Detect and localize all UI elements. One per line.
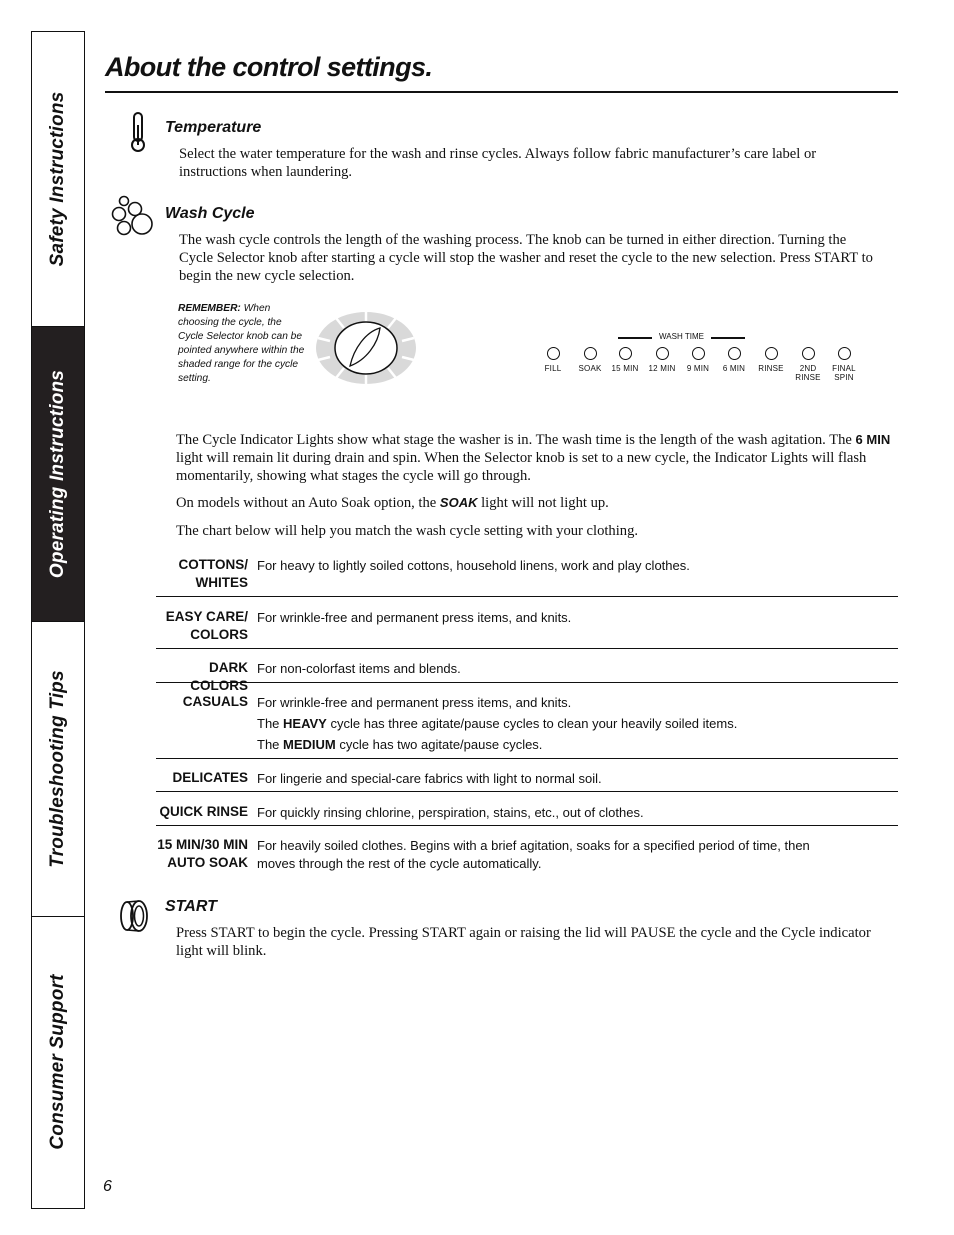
auto-soak-paragraph: [176, 494, 891, 512]
cycle-row-easy-care: [156, 597, 898, 649]
wash-time-label: WASH TIME: [659, 332, 704, 341]
remember-text: When choosing the cycle, the Cycle Selector knob can be pointed anywhere within the shaded range for the cycle setting.: [178, 303, 305, 384]
soak-emphasis: SOAK: [439, 495, 478, 510]
indicator-lights-paragraph: [176, 431, 891, 485]
cycle-description: For heavy to lightly soiled cottons, household linens, work and play clothes.: [257, 558, 690, 573]
light-label: 6 MIN: [722, 364, 746, 373]
indicator-light-fill: [533, 347, 573, 373]
tab-label: Troubleshooting Tips: [47, 670, 68, 868]
cycle-name: COTTONS/ WHITES: [178, 557, 248, 590]
light-dot: [584, 347, 597, 360]
light-dot: [802, 347, 815, 360]
light-label: RINSE: [758, 364, 784, 373]
cycle-row-auto-soak: [156, 826, 898, 878]
casuals-medium-text: The MEDIUM cycle has two agitate/pause cycles.: [257, 737, 543, 752]
light-label: 12 MIN: [648, 364, 676, 373]
thermometer-icon: [128, 111, 148, 158]
tab-label: Safety Instructions: [47, 91, 68, 267]
text-run: On models without an Auto Soak option, the: [176, 495, 437, 511]
cycle-description: For quickly rinsing chlorine, perspiration, stains, etc., out of clothes.: [257, 805, 644, 820]
wash-cycle-heading: Wash Cycle: [165, 205, 255, 222]
cycle-description: For non-colorfast items and blends.: [257, 661, 461, 676]
cycle-row-casuals: [156, 683, 898, 759]
light-label: 15 MIN: [611, 364, 639, 373]
cycle-description: For wrinkle-free and permanent press items, and knits.: [257, 610, 572, 625]
text-run: light will not light up.: [481, 495, 609, 511]
title-rule: [105, 91, 898, 93]
wash-cycle-text: The wash cycle controls the length of the washing process. The knob can be turned in either direction. Turning the Cycle Selector knob after starting a cycle will stop the washer and reset the cycle to the new selection. Press START to begin the new cycle selection.: [179, 232, 873, 284]
six-min-emphasis: 6 MIN: [855, 432, 891, 447]
cycle-name: CASUALS: [182, 694, 248, 709]
light-dot: [619, 347, 632, 360]
light-dot: [692, 347, 705, 360]
page-number: 6: [103, 1178, 112, 1195]
casuals-text: For wrinkle-free and permanent press items, and knits.: [257, 695, 572, 710]
temperature-text: Select the water temperature for the wash and rinse cycles. Always follow fabric manufacturer’s care label or instructions when laundering.: [179, 146, 817, 180]
tab-operating-instructions[interactable]: [32, 327, 84, 622]
wash-time-bracket: [618, 332, 745, 344]
cycle-selector-knob: [314, 310, 418, 391]
light-dot: [656, 347, 669, 360]
indicator-light-soak: [570, 347, 610, 373]
light-label: 2ND RINSE: [795, 364, 821, 382]
light-label: FILL: [544, 364, 562, 373]
light-label: SOAK: [578, 364, 602, 373]
light-label: 9 MIN: [686, 364, 710, 373]
remember-note: [178, 302, 308, 386]
cycle-name: EASY CARE/ COLORS: [165, 609, 248, 642]
cycle-row-cottons: [156, 554, 898, 597]
indicator-light-rinse: [751, 347, 791, 373]
light-dot: [547, 347, 560, 360]
indicator-light-12-min: [642, 347, 682, 373]
cycle-indicator-lights: [540, 330, 870, 390]
light-dot: [765, 347, 778, 360]
remember-label: REMEMBER:: [178, 303, 241, 314]
light-dot: [838, 347, 851, 360]
light-dot: [728, 347, 741, 360]
indicator-light-2nd-rinse: [788, 347, 828, 382]
cycle-description: [257, 694, 857, 757]
cycle-description: For lingerie and special-care fabrics with light to normal soil.: [257, 771, 602, 786]
text-run: The Cycle Indicator Lights show what stage the washer is in. The wash time is the length of the wash agitation. The: [176, 432, 852, 448]
cycle-row-dark-colors: [156, 649, 898, 693]
cycle-name: DARK COLORS: [190, 660, 248, 693]
cycle-name: 15 MIN/30 MIN AUTO SOAK: [157, 837, 248, 870]
section-tabs: [31, 31, 85, 1209]
cycle-chart: [156, 554, 898, 878]
page-title: About the control settings.: [105, 52, 433, 82]
cycle-row-quick-rinse: [156, 792, 898, 826]
indicator-light-6-min: [714, 347, 754, 373]
bubbles-icon: [110, 195, 156, 246]
tab-label: Consumer Support: [47, 974, 68, 1150]
start-heading: START: [165, 898, 217, 915]
cycle-name: QUICK RINSE: [159, 804, 248, 819]
indicator-light-9-min: [678, 347, 718, 373]
text-run: light will remain lit during drain and spin. When the Selector knob is set to a new cycle, the Indicator Lights will flash momentarily, showing what stages the cycle will go through.: [176, 450, 867, 484]
cycle-name: DELICATES: [172, 770, 248, 785]
indicator-light-final-spin: [824, 347, 864, 382]
tab-label: Operating Instructions: [47, 369, 68, 579]
casuals-heavy-text: The HEAVY cycle has three agitate/pause cycles to clean your heavily soiled items.: [257, 716, 738, 731]
start-text: Press START to begin the cycle. Pressing START again or raising the lid will PAUSE the cycle and the Cycle indicator light will blink.: [176, 925, 871, 959]
cycle-row-delicates: [156, 759, 898, 792]
light-label: FINAL SPIN: [832, 364, 856, 382]
start-button-icon: [117, 898, 153, 939]
tab-consumer-support[interactable]: [32, 917, 84, 1207]
tab-troubleshooting-tips[interactable]: [32, 622, 84, 917]
cycle-description: For heavily soiled clothes. Begins with a brief agitation, soaks for a specified period of time, then moves through the rest of the cycle automatically.: [257, 838, 810, 871]
indicator-light-15-min: [605, 347, 645, 373]
temperature-heading: Temperature: [165, 119, 262, 136]
chart-intro-paragraph: The chart below will help you match the wash cycle setting with your clothing.: [176, 523, 639, 539]
tab-safety-instructions[interactable]: [32, 32, 84, 327]
